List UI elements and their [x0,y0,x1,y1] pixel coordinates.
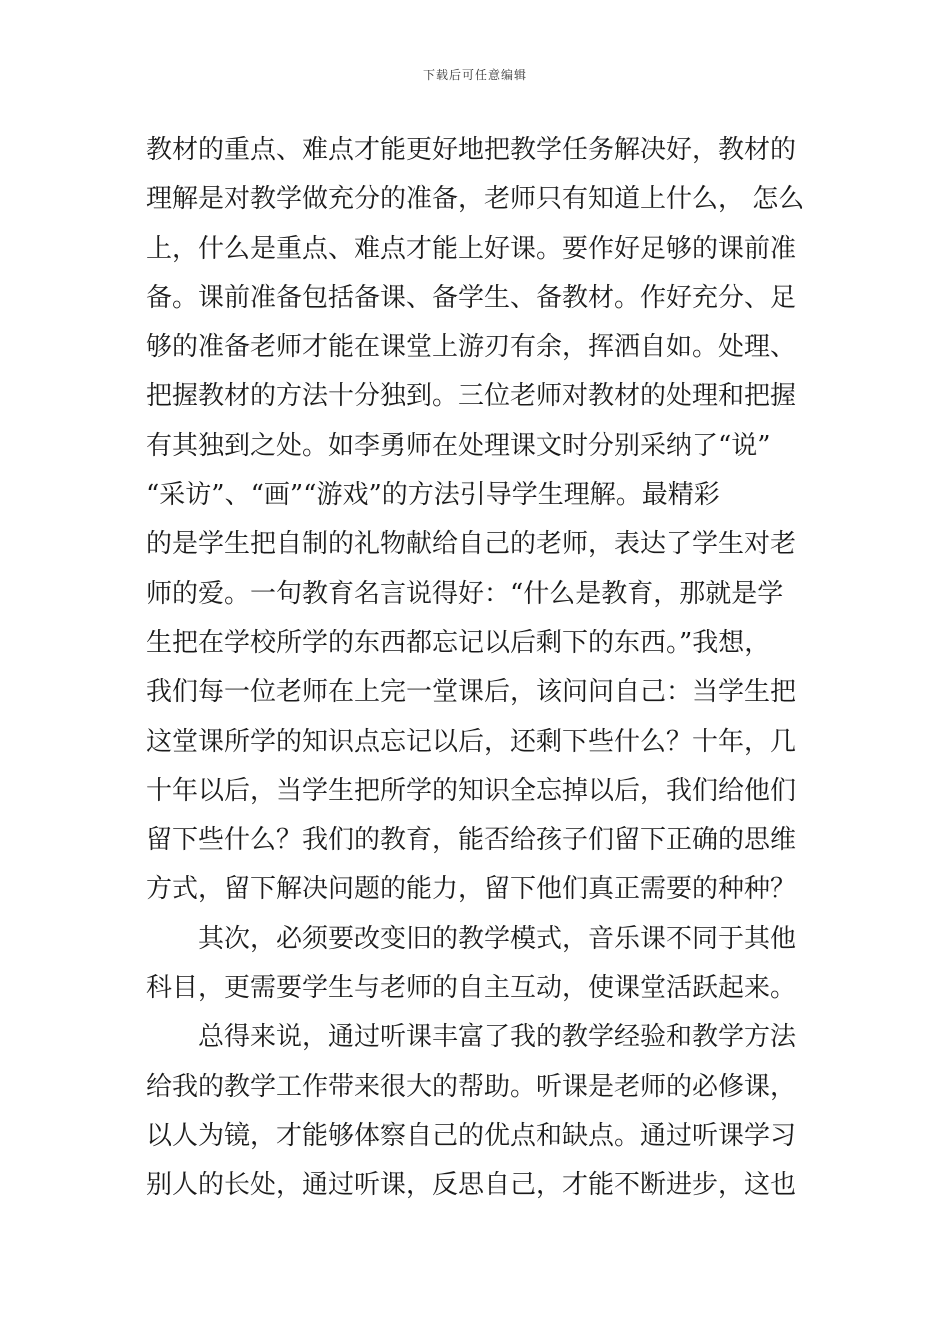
text-line: 的是学生把自制的礼物献给自己的老师，表达了学生对老 [146,529,797,560]
text-line: 教材的重点、难点才能更好地把教学任务解决好，教材的 [146,135,797,165]
text-line: 以人为镜，才能够体察自己的优点和缺点。通过听课学习 [146,1120,797,1151]
text-line: 方式，留下解决问题的能力，留下他们真正需要的种种？ [146,874,797,905]
text-line: 十年以后，当学生把所学的知识全忘掉以后，我们给他们 [146,775,797,806]
text-line: 理解是对教学做充分的准备，老师只有知道上什么， 怎么 [146,184,805,215]
text-line: 师的爱。一句教育名言说得好：“什么是教育，那就是学 [146,578,784,609]
text-line: 生把在学校所学的东西都忘记以后剩下的东西。”我想， [146,627,771,658]
text-line: 上，什么是重点、难点才能上好课。要作好足够的课前准 [146,233,797,264]
text-line: 科目，更需要学生与老师的自主互动，使课堂活跃起来。 [146,973,797,1004]
text-line: 给我的教学工作带来很大的帮助。听课是老师的必修课， [146,1071,797,1102]
text-line: “采访”、“画”“游戏”的方法引导学生理解。最精彩 [146,480,720,511]
text-line: 够的准备老师才能在课堂上游刃有余，挥洒自如。处理、 [146,332,797,363]
paragraph-start-line: 其次，必须要改变旧的教学模式，音乐课不同于其他 [198,923,797,954]
text-line: 我们每一位老师在上完一堂课后，该问问自己：当学生把 [146,677,797,708]
page-header: 下载后可任意编辑 [422,68,527,82]
text-line: 把握教材的方法十分独到。三位老师对教材的处理和把握 [146,381,797,412]
paragraph-start-line: 总得来说，通过听课丰富了我的教学经验和教学方法 [198,1022,797,1053]
text-line: 这堂课所学的知识点忘记以后，还剩下些什么？十年，几 [146,726,797,757]
text-line: 留下些什么？我们的教育，能否给孩子们留下正确的思维 [146,825,797,856]
text-line: 备。课前准备包括备课、备学生、备教材。作好充分、足 [146,282,797,313]
body-text [146,126,806,1211]
text-line: 有其独到之处。如李勇师在处理课文时分别采纳了“说” [146,430,771,461]
text-line: 别人的长处，通过听课，反思自己，才能不断进步，这也 [146,1170,797,1201]
